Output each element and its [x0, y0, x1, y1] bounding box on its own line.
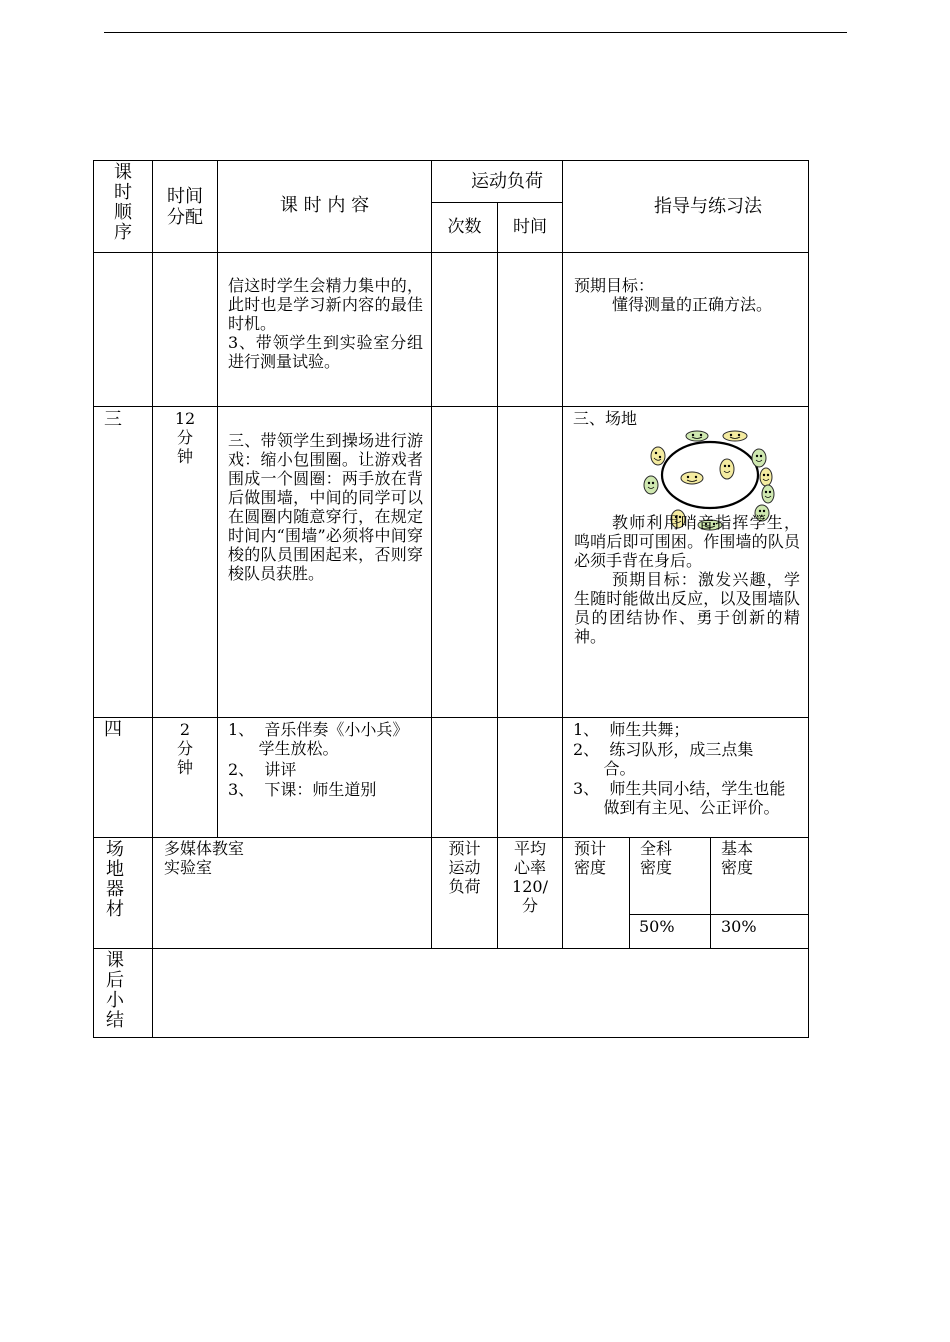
- row2-content: 三、带领学生到操场进行游戏：缩小包围圈。让游戏者围成一个圆圈：两手放在背后做围墙，中间的同学可以在圆圈内随意穿行，在规定时间内“围墙”必须将中间穿梭的队员围困起来，否则穿梭队员获胜。: [228, 431, 423, 583]
- row2-guide-title: 三、场地: [573, 409, 638, 428]
- header-lesson-content: 课 时 内 容: [279, 195, 370, 216]
- row4-venue-label: 场 地 器 材: [106, 839, 124, 920]
- row3-content-item-3: 3、 下课：师生道别: [228, 780, 377, 799]
- table-border-left: [93, 160, 94, 1038]
- face-icon: [752, 449, 766, 467]
- face-icon: [686, 431, 708, 441]
- row4-venue: 多媒体教室 实验室: [164, 839, 245, 877]
- col5-divider: [562, 160, 563, 949]
- row3-content-item-2: 2、 讲评: [228, 760, 297, 779]
- table-border-bottom: [93, 1037, 809, 1038]
- row4-full-density-value: 50%: [639, 917, 675, 936]
- row1-content: 信这时学生会精力集中的，此时也是学习新内容的最佳时机。 3、带领学生到实验室分组进行测量试验。: [228, 276, 423, 371]
- row1-guide-title: 预期目标：: [574, 276, 655, 295]
- header-lesson-order: 课 时 顺 序: [114, 162, 132, 243]
- row4-basic-density-label: 基本 密度: [721, 839, 754, 877]
- density-divider-1: [629, 837, 630, 949]
- header-exercise-load: 运动负荷: [471, 171, 543, 192]
- col2-divider: [217, 160, 218, 838]
- face-icon: [644, 476, 658, 494]
- row4-bottom-line: [93, 948, 809, 949]
- row3-guide-item-3: 3、 师生共同小结，学生也能 做到有主见、公正评价。: [573, 779, 786, 817]
- row4-full-density-label: 全科 密度: [640, 839, 673, 877]
- row3-guide-item-2: 2、 练习队形，成三点集 合。: [573, 740, 754, 778]
- row3-bottom-line: [93, 837, 809, 838]
- face-icon: [760, 468, 772, 486]
- face-icon: [762, 485, 774, 503]
- face-icon: [723, 431, 747, 441]
- table-border-top: [93, 160, 809, 161]
- header-load-time: 时间: [513, 217, 547, 237]
- density-mid-line-left: [629, 914, 711, 915]
- face-icon: [681, 472, 703, 484]
- header-guidance-method: 指导与练习法: [654, 196, 762, 217]
- row3-content-item-1: 1、 音乐伴奏《小小兵》 学生放松。: [228, 720, 409, 758]
- col1-divider: [152, 160, 153, 1038]
- row2-guide-text-2: 预期目标：激发兴趣，学生随时能做出反应，以及围墙队员的团结协作、勇于创新的精神。: [574, 570, 800, 646]
- row4-est-load: 预计 运动 负荷: [448, 839, 481, 896]
- row2-order: 三: [104, 409, 122, 430]
- row1-guide-text: 懂得测量的正确方法。: [612, 295, 773, 314]
- row3-guide-item-1: 1、 师生共舞；: [573, 720, 690, 739]
- face-icon: [651, 447, 665, 465]
- row2-time: 12 分 钟: [174, 409, 196, 466]
- circle-wall-outline: [662, 442, 758, 508]
- face-icon: [720, 459, 734, 479]
- col3-divider: [431, 160, 432, 949]
- row1-bottom-line: [93, 406, 809, 407]
- col4-divider: [497, 202, 498, 949]
- density-mid-line-right: [710, 914, 809, 915]
- row2-bottom-line: [93, 717, 809, 718]
- row4-est-density: 预计 密度: [574, 839, 607, 877]
- row3-order: 四: [104, 719, 122, 740]
- row5-summary-label: 课 后 小 结: [106, 950, 124, 1031]
- row3-time: 2 分 钟: [176, 720, 193, 777]
- header-bottom-line: [93, 252, 809, 253]
- table-border-right: [808, 160, 809, 1038]
- row4-heart-rate: 平均 心率 120/ 分: [512, 839, 548, 915]
- header-time-allocation: 时间 分配: [167, 186, 203, 228]
- row4-basic-density-value: 30%: [721, 917, 757, 936]
- row2-guide-text-1: 教师利用哨音指挥学生，鸣哨后即可围困。作围墙的队员必须手背在身后。: [574, 513, 800, 570]
- density-divider-2: [710, 837, 711, 949]
- header-load-count: 次数: [447, 217, 482, 237]
- header-rule: [104, 32, 847, 33]
